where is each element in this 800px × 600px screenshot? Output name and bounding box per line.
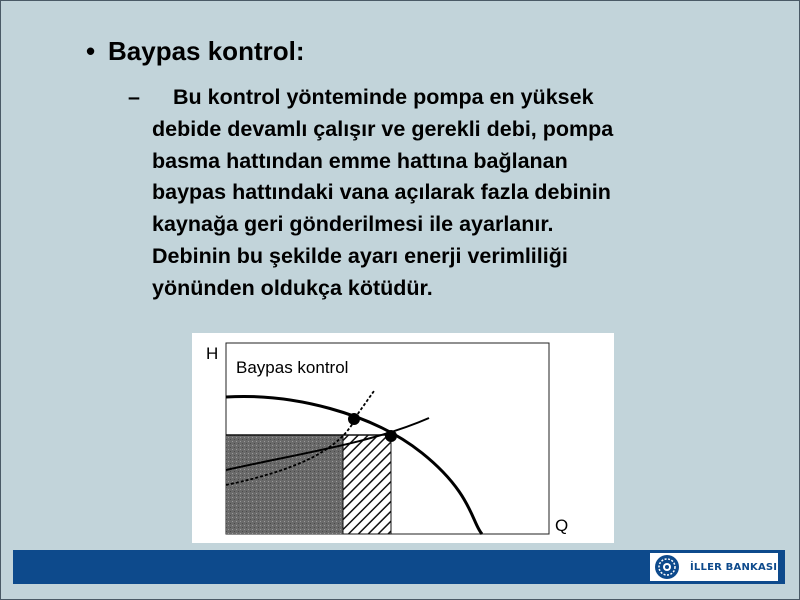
paragraph-line: basma hattından emme hattına bağlanan [152, 148, 568, 173]
y-axis-label: H [206, 344, 219, 363]
hatched-loss-area [343, 435, 391, 534]
bypass-control-figure [192, 333, 614, 543]
pump-curve-diagram [192, 333, 614, 543]
paragraph-line: kaynağa geri gönderilmesi ile ayarlanır. [152, 212, 554, 237]
footer-logo [650, 553, 778, 581]
heading-bullet [86, 36, 305, 67]
paragraph-line: yönünden oldukça kötüdür. [152, 275, 433, 300]
paragraph-line: Bu kontrol yönteminde pompa en yüksek [173, 85, 594, 109]
paragraph-line: Debinin bu şekilde ayarı enerji verimliliği [152, 243, 568, 268]
dash-marker: – [128, 85, 140, 109]
paragraph-line: baypas hattındaki vana açılarak fazla debinin [152, 180, 611, 205]
bullet-marker: • [86, 36, 96, 66]
logo-text: İLLER BANKASI [690, 561, 778, 573]
sub-bullet-paragraph [128, 82, 768, 305]
slide-heading: Baypas kontrol: [108, 36, 305, 66]
bank-emblem-icon [652, 553, 682, 581]
operating-point-lower [385, 430, 397, 442]
paragraph-line: debide devamlı çalışır ve gerekli debi, pompa [152, 116, 614, 141]
figure-title: Baypas kontrol [236, 358, 349, 377]
operating-point-upper [348, 413, 360, 425]
x-axis-label: Q [555, 516, 569, 535]
